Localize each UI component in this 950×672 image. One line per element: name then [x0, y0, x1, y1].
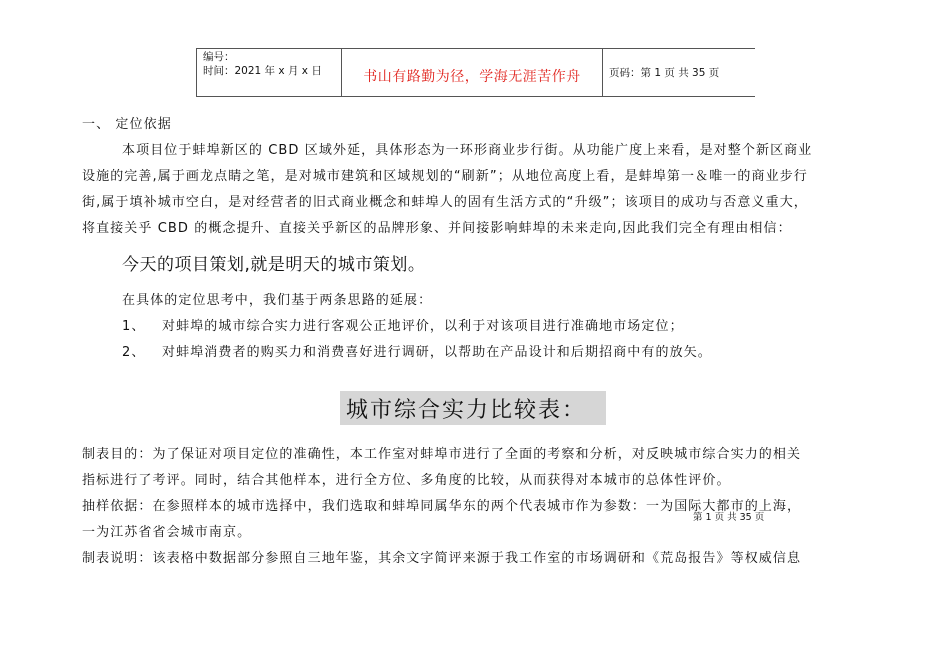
- header-info-cell: [197, 49, 342, 96]
- paragraph-line: 本项目位于蚌埠新区的 CBD 区域外延，具体形态为一环形商业步行街。从功能广度上来看，是对整个新区商业: [122, 143, 813, 158]
- header-motto-cell: [342, 49, 603, 96]
- paragraph-line: 将直接关乎 CBD 的概念提升、直接关乎新区的品牌形象、并间接影响蚌埠的未来走向,因此我们完全有理由相信：: [82, 221, 792, 236]
- list-item-text: 对蚌埠的城市综合实力进行客观公正地评价，以利于对该项目进行准确地市场定位；: [162, 319, 684, 334]
- slogan: 今天的项目策划,就是明天的城市策划。: [122, 255, 426, 275]
- table-title: 城市综合实力比较表：: [346, 398, 587, 423]
- note-line: 制表说明：该表格中数据部分参照自三地年鉴，其余文字简评来源于我工作室的市场调研和《荒岛报告》等权威信息: [82, 551, 802, 566]
- number-label: 编号：: [203, 51, 235, 63]
- list-item-number: 1、: [122, 319, 146, 334]
- table-title-highlight: [340, 391, 606, 425]
- paragraph-line: 街,属于填补城市空白，是对经营者的旧式商业概念和蚌埠人的固有生活方式的“升级”；该项目的成功与否意义重大，: [82, 195, 808, 210]
- header-table: [196, 48, 755, 97]
- sampling-line: 抽样依据：在参照样本的城市选择中，我们选取和蚌埠同属华东的两个代表城市作为参数：一为国际大都市的上海，: [82, 499, 802, 514]
- time-label: 时间：2021 年 x 月 x 日: [203, 65, 322, 77]
- footer-page-number: 第 1 页 共 35 页: [693, 512, 765, 523]
- section-heading: 一、 定位依据: [82, 117, 172, 132]
- motto-text: 书山有路勤为径，学海无涯苦作舟: [363, 69, 581, 85]
- sampling-line: 一为江苏省省会城市南京。: [82, 525, 252, 540]
- list-item-text: 对蚌埠消费者的购买力和消费喜好进行调研，以帮助在产品设计和后期招商中有的放矢。: [162, 345, 712, 360]
- intro-text: 在具体的定位思考中，我们基于两条思路的延展：: [122, 293, 433, 308]
- paragraph-line: 设施的完善,属于画龙点睛之笔，是对城市建筑和区域规划的“刷新”；从地位高度上看，是蚌埠第一＆唯一的商业步行: [82, 169, 808, 184]
- list-item-number: 2、: [122, 345, 146, 360]
- header-page-cell: [603, 49, 755, 96]
- page-code: 页码：第 1 页 共 35 页: [609, 67, 720, 79]
- purpose-line: 指标进行了考评。同时，结合其他样本，进行全方位、多角度的比较，从而获得对本城市的总体性评价。: [82, 473, 731, 488]
- purpose-line: 制表目的：为了保证对项目定位的准确性，本工作室对蚌埠市进行了全面的考察和分析，对反映城市综合实力的相关: [82, 447, 802, 462]
